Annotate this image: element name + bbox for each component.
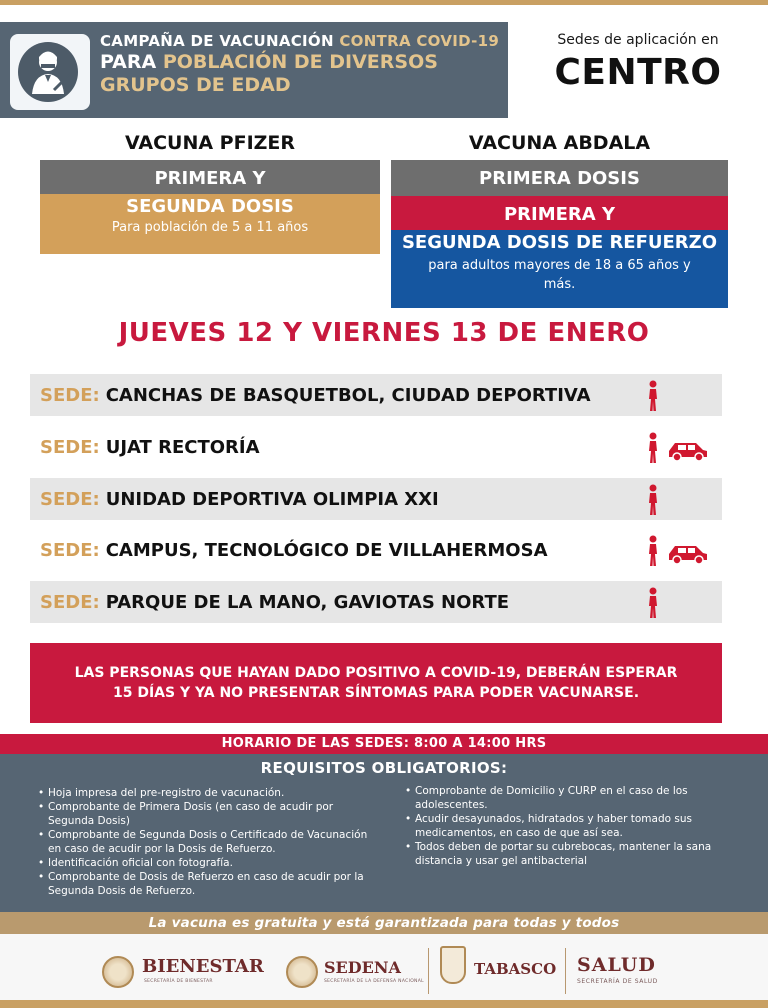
venue-row	[30, 478, 722, 520]
abdala-first-dose: PRIMERA DOSIS	[391, 160, 728, 196]
title-line2-a: PARA	[100, 51, 163, 73]
requirements-list-left	[38, 786, 378, 898]
requirement-item: • Identificación oficial con fotografía.	[38, 856, 378, 870]
footer-divider	[565, 948, 566, 994]
alert-line2: 15 DÍAS Y YA NO PRESENTAR SÍNTOMAS PARA PODER VACUNARSE.	[112, 685, 640, 701]
venue-name: PARQUE DE LA MANO, GAVIOTAS NORTE	[105, 592, 510, 613]
abdala-population: para adultos mayores de 18 a 65 años y más.	[428, 258, 691, 292]
abdala-booster-detail	[391, 230, 728, 308]
sedena-name: SEDENA	[324, 958, 401, 977]
covid-positive-alert	[30, 643, 722, 723]
venue-name: UJAT RECTORÍA	[105, 437, 260, 458]
walk-icon	[644, 432, 662, 464]
requirements-panel	[0, 754, 768, 912]
bottom-gold-line	[0, 1000, 768, 1008]
venue-label: SEDE:	[40, 592, 100, 613]
venue-label: SEDE:	[40, 437, 100, 458]
bienestar-sub: SECRETARÍA DE BIENESTAR	[144, 979, 213, 984]
doctor-syringe-icon	[18, 42, 78, 102]
alert-line1: LAS PERSONAS QUE HAYAN DADO POSITIVO A COVID-19, DEBERÁN ESPERAR	[74, 665, 678, 681]
salud-sub: SECRETARÍA DE SALUD	[577, 978, 658, 985]
venue-row	[30, 529, 722, 571]
free-vaccine-banner: La vacuna es gratuita y está garantizada para todas y todos	[0, 912, 768, 934]
title-line1-a: CAMPAÑA DE VACUNACIÓN	[100, 32, 340, 50]
car-icon	[666, 438, 710, 462]
campaign-title	[100, 32, 499, 97]
requirement-item: • Hoja impresa del pre-registro de vacunación.	[38, 786, 378, 800]
bienestar-name: BIENESTAR	[142, 956, 264, 977]
title-line2-b: POBLACIÓN DE DIVERSOS	[162, 51, 438, 73]
mexico-seal-icon	[102, 956, 134, 988]
mexico-seal-icon	[286, 956, 318, 988]
sedes-place: CENTRO	[554, 52, 722, 93]
campaign-header	[0, 22, 508, 118]
venue-label: SEDE:	[40, 540, 100, 561]
walk-icon	[644, 380, 662, 412]
walk-icon	[644, 484, 662, 516]
venue-row	[30, 426, 722, 468]
requirements-list-right	[405, 784, 725, 868]
abdala-booster-title: SEGUNDA DOSIS DE REFUERZO	[401, 232, 718, 253]
tabasco-name: TABASCO	[474, 960, 557, 978]
venue-row	[30, 374, 722, 416]
abdala-title: VACUNA ABDALA	[468, 132, 651, 154]
title-line1-b: CONTRA COVID-19	[339, 32, 500, 50]
abdala-booster-band: PRIMERA Y	[391, 196, 728, 230]
venue-name: UNIDAD DEPORTIVA OLIMPIA XXI	[105, 489, 439, 510]
requirement-item: • Comprobante de Primera Dosis (en caso de acudir por Segunda Dosis)	[38, 800, 378, 828]
top-gold-line	[0, 0, 768, 5]
venue-name: CANCHAS DE BASQUETBOL, CIUDAD DEPORTIVA	[105, 385, 591, 406]
requirement-item: • Todos deben de portar su cubrebocas, mantener la sana distancia y usar gel antibacterial	[405, 840, 725, 868]
walk-icon	[644, 535, 662, 567]
venue-name: CAMPUS, TECNOLÓGICO DE VILLAHERMOSA	[105, 540, 548, 561]
pfizer-population: Para población de 5 a 11 años	[111, 220, 309, 235]
requirement-item: • Comprobante de Domicilio y CURP en el caso de los adolescentes.	[405, 784, 725, 812]
venue-label: SEDE:	[40, 385, 100, 406]
pfizer-dose-detail	[40, 194, 380, 254]
walk-icon	[644, 587, 662, 619]
schedule-bar: HORARIO DE LAS SEDES: 8:00 A 14:00 HRS	[0, 734, 768, 754]
title-line3: GRUPOS DE EDAD	[100, 74, 291, 96]
requirement-item: • Comprobante de Dosis de Refuerzo en caso de acudir por la Segunda Dosis de Refuerzo.	[38, 870, 378, 898]
venue-label: SEDE:	[40, 489, 100, 510]
venue-row	[30, 581, 722, 623]
requirement-item: • Comprobante de Segunda Dosis o Certificado de Vacunación en caso de acudir por la Dosis de Refuerzo.	[38, 828, 378, 856]
car-icon	[666, 541, 710, 565]
pfizer-title: VACUNA PFIZER	[124, 132, 296, 154]
campaign-logo	[10, 34, 90, 110]
requirements-title: REQUISITOS OBLIGATORIOS:	[260, 759, 508, 777]
pfizer-dose-second: SEGUNDA DOSIS	[126, 196, 294, 217]
pfizer-dose-band: PRIMERA Y	[40, 160, 380, 194]
tabasco-shield-icon	[440, 946, 466, 984]
sedena-sub: SECRETARÍA DE LA DEFENSA NACIONAL	[324, 979, 424, 984]
vaccination-dates: JUEVES 12 Y VIERNES 13 DE ENERO	[118, 318, 650, 348]
sedes-label: Sedes de aplicación en	[557, 32, 719, 48]
salud-name: SALUD	[577, 954, 656, 976]
institution-logos	[0, 934, 768, 1008]
footer-divider	[428, 948, 429, 994]
requirement-item: • Acudir desayunados, hidratados y haber tomado sus medicamentos, en caso de que así sea.	[405, 812, 725, 840]
